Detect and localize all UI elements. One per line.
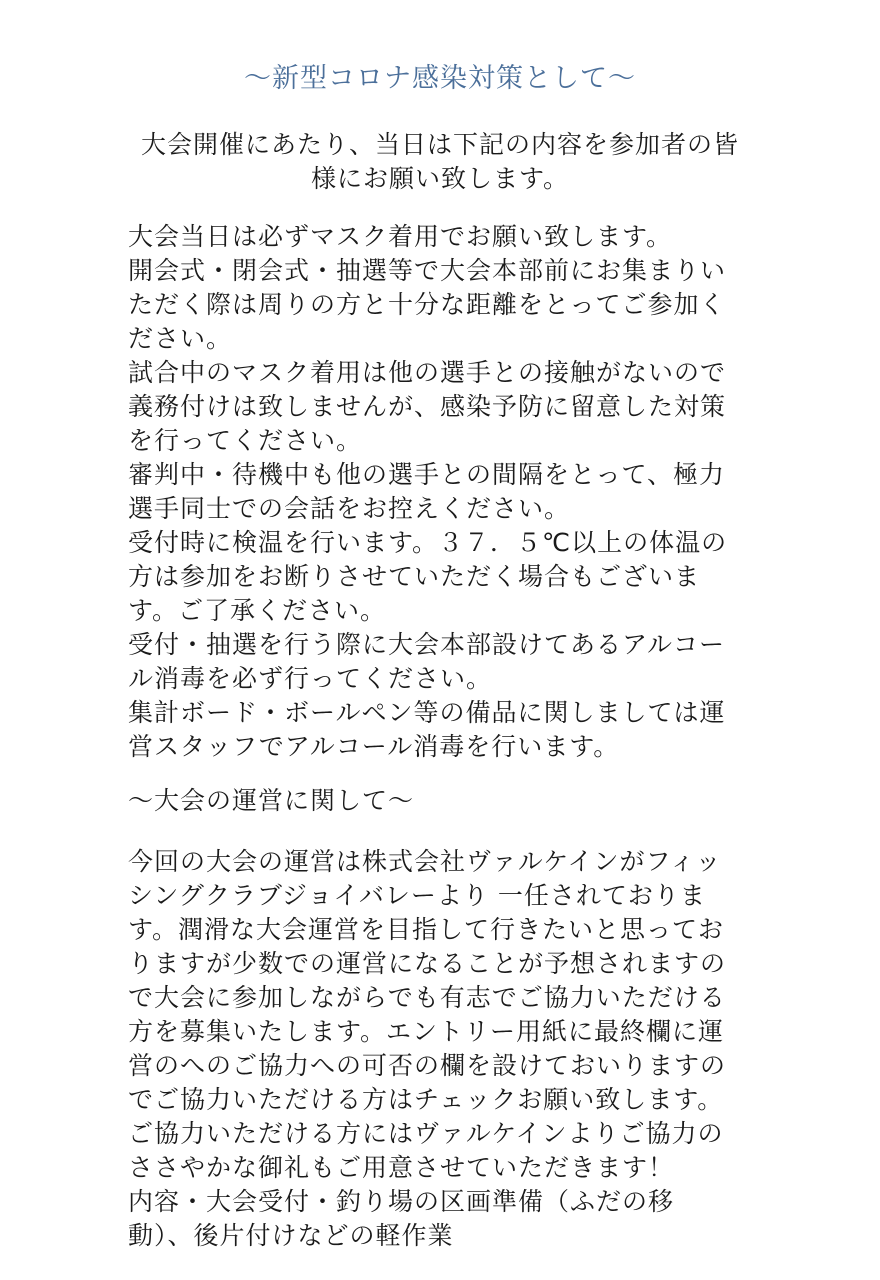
covid-measures-paragraph xyxy=(128,220,748,764)
body-line: りますが少数での運営になることが予想されますの xyxy=(128,949,727,978)
body-line: で大会に参加しながらでも有志でご協力いただける xyxy=(128,983,726,1012)
section-title-covid: 〜新型コロナ感染対策として〜 xyxy=(244,63,636,94)
body-line: 開会式・閉会式・抽選等で大会本部前にお集まりい xyxy=(128,256,727,285)
body-line: 集計ボード・ボールペン等の備品に関しましては運 xyxy=(128,698,726,727)
body-line: でご協力いただける方はチェックお願い致します。 xyxy=(128,1085,724,1114)
body-line: 方を募集いたします。エントリー用紙に最終欄に運 xyxy=(128,1017,725,1046)
body-line: を行ってください。 xyxy=(128,426,363,455)
intro-line: 様にお願い致します。 xyxy=(310,164,569,193)
detail-line: 内容・大会受付・釣り場の区画準備（ふだの移 xyxy=(128,1187,675,1216)
body-line: 方は参加をお断りさせていただく場合もございま xyxy=(128,562,701,591)
body-line: ル消毒を必ず行ってください。 xyxy=(128,664,493,693)
section-heading-operations xyxy=(128,784,748,818)
body-line: 受付・抽選を行う際に大会本部設けてあるアルコー xyxy=(128,630,726,659)
body-line: ださい。 xyxy=(128,324,233,353)
body-line: 営スタッフでアルコール消毒を行います。 xyxy=(128,732,620,761)
body-line: 試合中のマスク着用は他の選手との接触がないので xyxy=(128,358,727,387)
body-line: ご協力いただける方にはヴァルケインよりご協力の xyxy=(128,1119,724,1148)
body-line: 審判中・待機中も他の選手との間隔をとって、極力 xyxy=(128,460,726,489)
operations-paragraph xyxy=(128,845,748,1185)
body-line: す。潤滑な大会運営を目指して行きたいと思ってお xyxy=(128,915,725,944)
body-line: 今回の大会の運営は株式会社ヴァルケインがフィッ xyxy=(128,847,722,876)
task-details-paragraph xyxy=(128,1185,748,1253)
body-line: 大会当日は必ずマスク着用でお願い致します。 xyxy=(128,222,673,251)
body-line: 受付時に検温を行います。３７．５℃以上の体温の xyxy=(128,528,728,557)
body-line: シングクラブジョイバレーより 一任されておりま xyxy=(128,881,706,910)
body-line: 義務付けは致しませんが、感染予防に留意した対策 xyxy=(128,392,727,421)
body-line: 営のへのご協力への可否の欄を設けておいりますの xyxy=(128,1051,727,1080)
intro-line: 大会開催にあたり、当日は下記の内容を参加者の皆 xyxy=(140,130,739,159)
body-line: 選手同士での会話をお控えください。 xyxy=(128,494,571,523)
body-line: ただく際は周りの方と十分な距離をとってご参加く xyxy=(128,290,726,319)
body-line: す。ご了承ください。 xyxy=(128,596,387,625)
body-line: ささやかな御礼もご用意させていただきます！ xyxy=(128,1153,675,1182)
heading-line: 〜大会の運営に関して〜 xyxy=(128,786,415,815)
detail-line: 動）、後片付けなどの軽作業 xyxy=(128,1221,454,1250)
intro-paragraph xyxy=(120,128,760,196)
